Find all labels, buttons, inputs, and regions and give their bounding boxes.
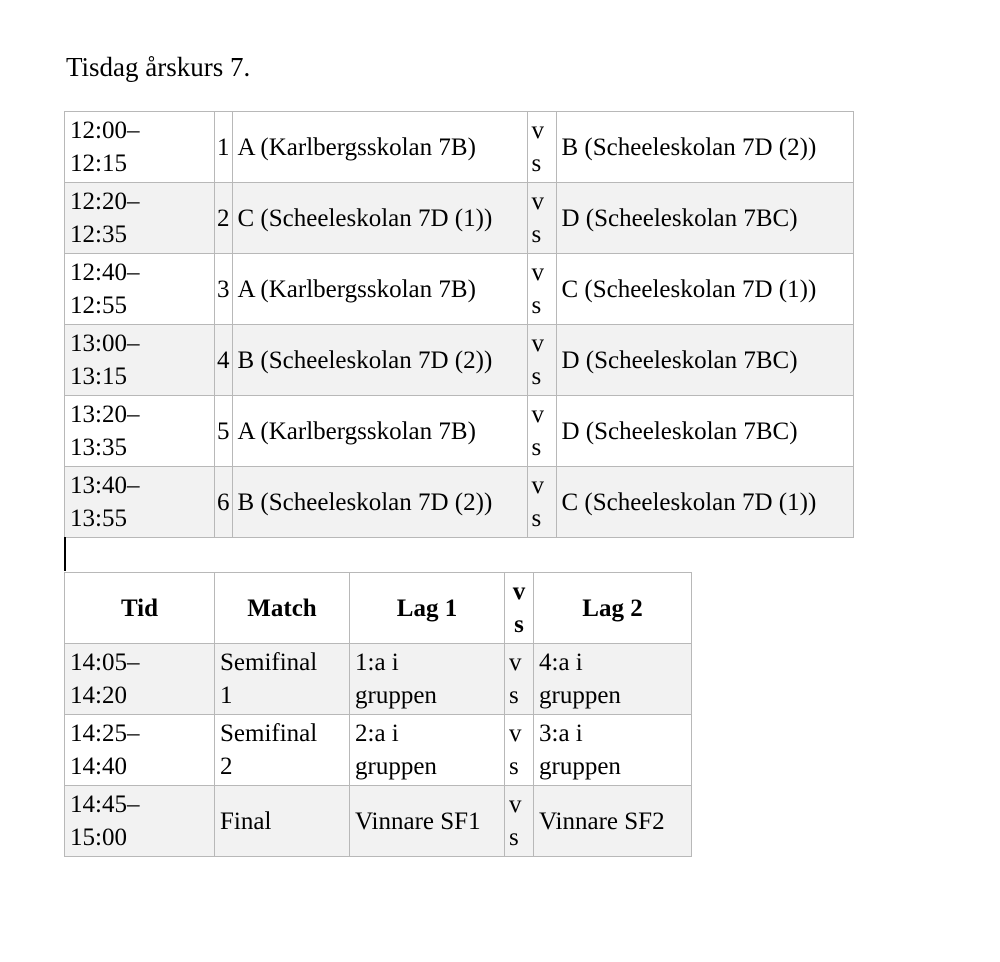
group-schedule-body xyxy=(65,112,854,538)
final-time-line-1: 14:45– xyxy=(70,791,140,818)
final-time-line-2: 14:20 xyxy=(70,682,127,709)
match-time-line-2: 13:15 xyxy=(70,363,127,390)
match-number: 2 xyxy=(215,183,233,254)
group-schedule-table xyxy=(64,111,854,538)
versus-marker xyxy=(527,254,556,325)
final-lag2-line-2: gruppen xyxy=(539,682,621,709)
versus-marker-line-2: s xyxy=(531,150,542,177)
group-match-row xyxy=(65,254,854,325)
header-vs-bottom: s xyxy=(514,611,524,638)
header-lag2: Lag 2 xyxy=(534,573,692,644)
final-lag1-line-2: gruppen xyxy=(355,682,437,709)
match-number: 4 xyxy=(215,325,233,396)
group-match-row xyxy=(65,396,854,467)
header-time: Tid xyxy=(65,573,215,644)
final-match-row xyxy=(65,715,692,786)
final-versus-marker-line-2: s xyxy=(509,753,519,780)
team-2: B (Scheeleskolan 7D (2)) xyxy=(556,112,854,183)
final-versus-marker-line-2: s xyxy=(509,682,519,709)
team-2: D (Scheeleskolan 7BC) xyxy=(556,183,854,254)
final-header-row xyxy=(65,573,692,644)
match-time-line-2: 12:15 xyxy=(70,150,127,177)
final-lag2-line-1: 4:a i xyxy=(539,649,583,676)
versus-marker-line-1: v xyxy=(531,401,544,428)
match-time-line-1: 12:00– xyxy=(70,117,140,144)
final-match-name-line-2: 1 xyxy=(220,682,233,709)
final-match-name xyxy=(215,644,350,715)
match-time-line-1: 13:00– xyxy=(70,330,140,357)
final-lag1 xyxy=(350,786,505,857)
match-time-line-2: 12:55 xyxy=(70,292,127,319)
final-versus-marker xyxy=(505,786,534,857)
team-1: A (Karlbergsskolan 7B) xyxy=(232,396,527,467)
final-versus-marker-line-1: v xyxy=(509,720,522,747)
team-2: C (Scheeleskolan 7D (1)) xyxy=(556,254,854,325)
final-match-row xyxy=(65,786,692,857)
versus-marker xyxy=(527,467,556,538)
final-versus-marker-line-2: s xyxy=(509,824,519,851)
versus-marker-line-1: v xyxy=(531,330,544,357)
versus-marker-line-2: s xyxy=(531,363,542,390)
final-lag1-line-1: 1:a i xyxy=(355,649,399,676)
versus-marker xyxy=(527,183,556,254)
team-1: C (Scheeleskolan 7D (1)) xyxy=(232,183,527,254)
match-time-line-2: 13:55 xyxy=(70,505,127,532)
final-match-row xyxy=(65,644,692,715)
final-lag2 xyxy=(534,644,692,715)
versus-marker-line-1: v xyxy=(531,472,544,499)
versus-marker-line-1: v xyxy=(531,188,544,215)
final-time-line-2: 14:40 xyxy=(70,753,127,780)
team-1: B (Scheeleskolan 7D (2)) xyxy=(232,467,527,538)
final-versus-marker-line-1: v xyxy=(509,791,522,818)
final-time xyxy=(65,786,215,857)
final-match-name xyxy=(215,715,350,786)
match-time xyxy=(65,183,215,254)
header-vs xyxy=(505,573,534,644)
match-number: 5 xyxy=(215,396,233,467)
final-lag2-line-2: gruppen xyxy=(539,753,621,780)
match-time xyxy=(65,467,215,538)
final-time-line-1: 14:25– xyxy=(70,720,140,747)
final-match-name-line-1: Semifinal xyxy=(220,649,318,676)
final-schedule-table xyxy=(64,572,692,857)
final-versus-marker-line-1: v xyxy=(509,649,522,676)
match-time-line-1: 13:40– xyxy=(70,472,140,499)
final-match-name-line-1: Semifinal xyxy=(220,720,318,747)
versus-marker-line-2: s xyxy=(531,505,542,532)
final-match-name xyxy=(215,786,350,857)
match-time xyxy=(65,254,215,325)
match-time-line-2: 13:35 xyxy=(70,434,127,461)
team-1: A (Karlbergsskolan 7B) xyxy=(232,254,527,325)
team-2: D (Scheeleskolan 7BC) xyxy=(556,325,854,396)
final-time-line-2: 15:00 xyxy=(70,824,127,851)
final-lag1-line-2: gruppen xyxy=(355,753,437,780)
versus-marker xyxy=(527,325,556,396)
match-time xyxy=(65,112,215,183)
match-time-line-2: 12:35 xyxy=(70,221,127,248)
page-heading: Tisdag årskurs 7. xyxy=(66,52,251,82)
match-time-line-1: 12:20– xyxy=(70,188,140,215)
final-versus-marker xyxy=(505,715,534,786)
final-schedule-body xyxy=(65,644,692,857)
versus-marker-line-1: v xyxy=(531,117,544,144)
match-number: 3 xyxy=(215,254,233,325)
final-lag1-line-1: 2:a i xyxy=(355,720,399,747)
match-time xyxy=(65,325,215,396)
final-match-name-line-1: Final xyxy=(220,807,272,835)
versus-marker-line-2: s xyxy=(531,434,542,461)
versus-marker-line-1: v xyxy=(531,259,544,286)
team-1: B (Scheeleskolan 7D (2)) xyxy=(232,325,527,396)
final-match-name-line-2: 2 xyxy=(220,753,233,780)
group-match-row xyxy=(65,467,854,538)
final-time xyxy=(65,644,215,715)
header-match: Match xyxy=(215,573,350,644)
final-lag2-line-1: 3:a i xyxy=(539,720,583,747)
final-time xyxy=(65,715,215,786)
versus-marker-line-2: s xyxy=(531,221,542,248)
final-time-line-1: 14:05– xyxy=(70,649,140,676)
match-number: 1 xyxy=(215,112,233,183)
team-2: D (Scheeleskolan 7BC) xyxy=(556,396,854,467)
header-lag1: Lag 1 xyxy=(350,573,505,644)
versus-marker-line-2: s xyxy=(531,292,542,319)
group-match-row xyxy=(65,325,854,396)
team-2: C (Scheeleskolan 7D (1)) xyxy=(556,467,854,538)
versus-marker xyxy=(527,112,556,183)
final-lag2 xyxy=(534,715,692,786)
final-lag2-line-1: Vinnare SF2 xyxy=(539,807,665,835)
final-lag1-line-1: Vinnare SF1 xyxy=(355,807,481,835)
vertical-divider xyxy=(64,537,66,571)
final-lag1 xyxy=(350,715,505,786)
header-vs-top: v xyxy=(512,578,526,605)
versus-marker xyxy=(527,396,556,467)
team-1: A (Karlbergsskolan 7B) xyxy=(232,112,527,183)
group-match-row xyxy=(65,183,854,254)
final-versus-marker xyxy=(505,644,534,715)
match-time-line-1: 12:40– xyxy=(70,259,140,286)
match-time xyxy=(65,396,215,467)
final-lag1 xyxy=(350,644,505,715)
final-lag2 xyxy=(534,786,692,857)
match-time-line-1: 13:20– xyxy=(70,401,140,428)
group-match-row xyxy=(65,112,854,183)
match-number: 6 xyxy=(215,467,233,538)
